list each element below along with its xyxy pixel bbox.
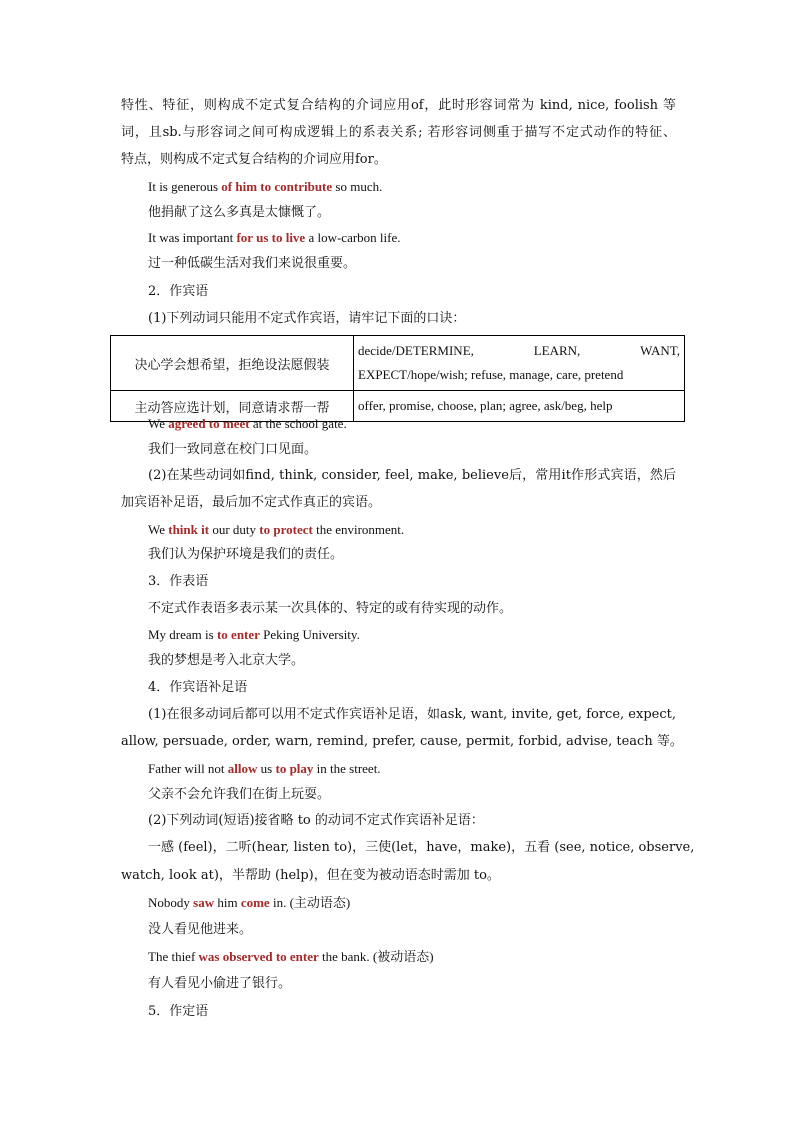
intro-line-2: 词，且sb.与形容词之间可构成逻辑上的系表关系; 若形容词侧重于描写不定式动作的特征、 — [121, 125, 676, 140]
complement-paragraph-3-line-1: 一感 (feel)，二听(hear, listen to)，三使(let，have，make)，五看 (see, notice, observe, — [148, 840, 695, 855]
object-paragraph-2-line-2: 加宾语补足语，最后加不定式作真正的宾语。 — [121, 495, 382, 510]
example-sentence — [148, 895, 350, 911]
section-heading-object-complement: 4．作宾语补足语 — [148, 680, 248, 695]
example-text: our duty — [209, 522, 260, 537]
highlight-phrase: for us to live — [236, 230, 306, 245]
section-heading-predicative: 3．作表语 — [148, 574, 209, 589]
highlight-phrase: come — [240, 895, 270, 910]
example-translation: 我们一致同意在校门口见面。 — [148, 442, 318, 457]
verbs-line: offer, promise, choose, plan; agree, ask/beg, help — [358, 398, 613, 413]
verbs-line: EXPECT/hope/wish; refuse, manage, care, pretend — [358, 367, 624, 382]
example-translation: 没人看见他进来。 — [148, 922, 253, 937]
table-row — [111, 336, 685, 391]
verbs-cell — [354, 336, 685, 391]
verbs-cell — [354, 391, 685, 422]
example-sentence — [148, 179, 382, 195]
mnemonic-cell: 主动答应选计划，同意请求帮一帮 — [111, 391, 354, 422]
verb-text: WANT, — [640, 343, 680, 358]
object-paragraph-1: (1)下列动词只能用不定式作宾语，请牢记下面的口诀： — [148, 311, 466, 326]
example-translation: 父亲不会允许我们在街上玩耍。 — [148, 787, 331, 802]
example-text: We — [148, 522, 169, 537]
verb-text: LEARN, — [533, 343, 581, 358]
example-translation: 他捐献了这么多真是太慷慨了。 — [148, 205, 331, 220]
predicative-paragraph: 不定式作表语多表示某一次具体的、特定的或有待实现的动作。 — [148, 601, 513, 616]
highlight-phrase: saw — [193, 895, 215, 910]
example-text: Peking University. — [259, 627, 360, 642]
example-text: in. (主动语态) — [269, 895, 351, 910]
object-paragraph-2-line-1: (2)在某些动词如find, think, consider, feel, make, believe后，常用it作形式宾语，然后 — [148, 468, 676, 483]
complement-paragraph-1-line-2: allow, persuade, order, warn, remind, prefer, cause, permit, forbid, advise, teach 等。 — [121, 734, 683, 749]
example-translation: 有人看见小偷进了银行。 — [148, 976, 292, 991]
highlight-phrase: to enter — [216, 627, 260, 642]
example-text: at the school gate. — [249, 416, 347, 431]
example-text: so much. — [332, 179, 383, 194]
mnemonic-cell: 决心学会想希望，拒绝设法愿假装 — [111, 336, 354, 391]
example-text: a low-carbon life. — [305, 230, 401, 245]
example-sentence — [148, 416, 347, 432]
example-sentence — [148, 949, 434, 965]
example-text: Nobody — [148, 895, 194, 910]
section-heading-object: 2．作宾语 — [148, 284, 209, 299]
highlight-phrase: to play — [275, 761, 314, 776]
example-text: Father will not — [148, 761, 228, 776]
highlight-phrase: was observed to enter — [198, 949, 319, 964]
highlight-phrase: think it — [168, 522, 210, 537]
example-sentence — [148, 627, 360, 643]
example-text: us — [257, 761, 276, 776]
highlight-phrase: allow — [227, 761, 258, 776]
example-translation: 我们认为保护环境是我们的责任。 — [148, 547, 344, 562]
example-sentence — [148, 522, 404, 538]
intro-line-3: 特点，则构成不定式复合结构的介词应用for。 — [121, 152, 387, 167]
highlight-phrase: of him to contribute — [221, 179, 333, 194]
example-text: It is generous — [148, 179, 222, 194]
example-text: It was important — [148, 230, 237, 245]
verbs-line — [358, 339, 680, 363]
example-text: in the street. — [313, 761, 381, 776]
example-sentence — [148, 230, 401, 246]
example-text: My dream is — [148, 627, 217, 642]
verb-mnemonic-table — [110, 335, 685, 422]
verb-text: decide/DETERMINE, — [358, 343, 474, 358]
complement-paragraph-1-line-1: (1)在很多动词后都可以用不定式作宾语补足语，如ask, want, invite, get, force, expect, — [148, 707, 676, 722]
example-text: The thief — [148, 949, 199, 964]
example-sentence — [148, 761, 381, 777]
intro-line-1: 特性、特征，则构成不定式复合结构的介词应用of，此时形容词常为 kind, nice, foolish 等 — [121, 98, 676, 113]
highlight-phrase: to protect — [259, 522, 313, 537]
example-text: him — [214, 895, 241, 910]
complement-paragraph-2: (2)下列动词(短语)接省略 to 的动词不定式作宾语补足语： — [148, 813, 484, 828]
section-heading-attributive: 5．作定语 — [148, 1004, 209, 1019]
example-text: We — [148, 416, 169, 431]
example-text: the bank. (被动语态) — [318, 949, 434, 964]
example-translation: 过一种低碳生活对我们来说很重要。 — [148, 256, 357, 271]
example-translation: 我的梦想是考入北京大学。 — [148, 653, 305, 668]
complement-paragraph-3-line-2: watch, look at)，半帮助 (help)，但在变为被动语态时需加 to。 — [121, 868, 500, 883]
example-text: the environment. — [312, 522, 405, 537]
highlight-phrase: agreed to meet — [168, 416, 250, 431]
